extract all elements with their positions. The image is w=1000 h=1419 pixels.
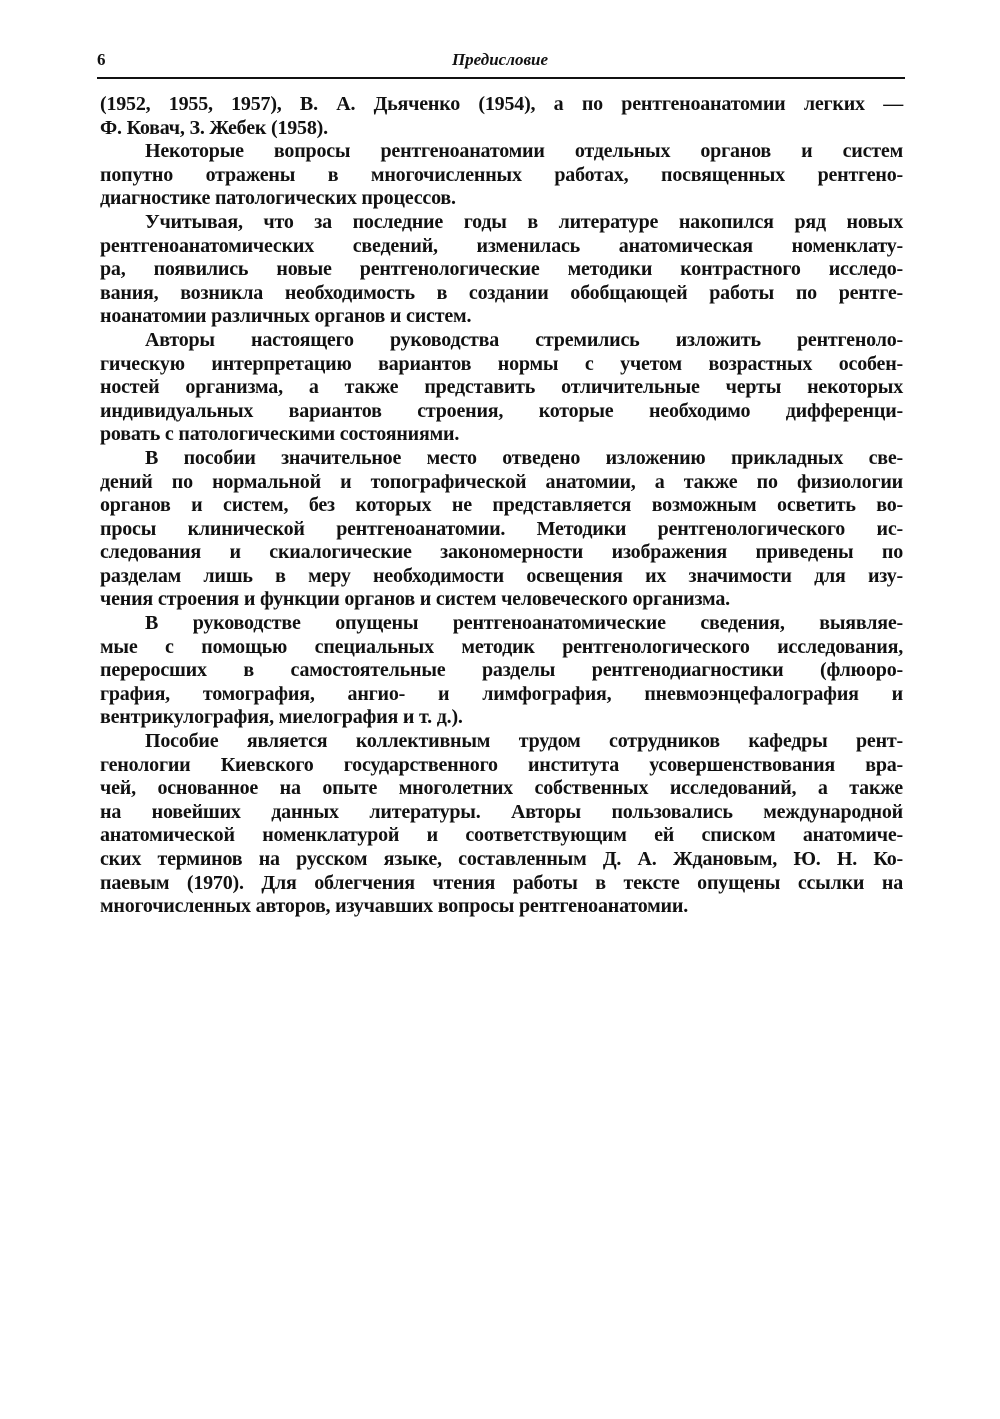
text-line: переросших в самостоятельные разделы рентгенодиагностики (флюоро- [100,659,903,682]
body-text [100,93,903,919]
text-line: Учитывая, что за последние годы в литературе накопился ряд новых [145,210,903,233]
paragraph [100,140,903,211]
text-line: рентгеноанатомических сведений, изменилась анатомическая номенклату- [100,234,903,257]
text-line: чения строения и функции органов и систем человеческого организма. [100,588,730,611]
text-line: следования и скиалогические закономерности изображения приведены по [100,541,903,564]
header-rule [97,77,905,79]
text-line: многочисленных авторов, изучавших вопросы рентгеноанатомии. [100,895,688,918]
paragraph [100,93,903,140]
text-line: на новейших данных литературы. Авторы пользовались международной [100,800,903,823]
text-line: разделам лишь в меру необходимости освещения их значимости для изу- [100,564,903,587]
text-line: графия, томография, ангио- и лимфография, пневмоэнцефалография и [100,682,903,705]
text-line: просы клинической рентгеноанатомии. Методики рентгенологического ис- [100,517,903,540]
text-line: вентрикулография, миелография и т. д.). [100,706,463,729]
text-line: попутно отражены в многочисленных работах, посвященных рентгено- [100,163,903,186]
text-line: диагностике патологических процессов. [100,187,456,210]
running-title: Предисловие [451,50,549,69]
paragraph [100,730,903,919]
paragraph [100,211,903,329]
text-line: В руководстве опущены рентгеноанатомические сведения, выявляе- [145,612,903,635]
text-line: Пособие является коллективным трудом сотрудников кафедры рент- [145,730,903,753]
text-line: анатомической номенклатурой и соответствующим ей списком анатомиче- [100,824,903,847]
text-line: В пособии значительное место отведено изложению прикладных све- [145,446,903,469]
text-line: Некоторые вопросы рентгеноанатомии отдельных органов и систем [145,140,903,163]
text-line: гическую интерпретацию вариантов нормы с учетом возрастных особен- [100,352,903,375]
text-line: Авторы настоящего руководства стремились изложить рентгеноло- [145,328,903,351]
text-line: вания, возникла необходимость в создании обобщающей работы по рентге- [100,281,903,304]
text-line: ских терминов на русском языке, составленным Д. А. Ждановым, Ю. Н. Ко- [100,848,903,870]
text-line: органов и систем, без которых не представляется возможным осветить во- [100,494,903,517]
text-line: ностей организма, а также представить отличительные черты некоторых [100,376,903,399]
text-line: мые с помощью специальных методик рентгенологического исследования, [100,635,903,658]
paragraph [100,612,903,730]
text-line: чей, основанное на опыте многолетних собственных исследований, а также [100,777,903,800]
text-line: Ф. Ковач, З. Жебек (1958). [100,116,328,139]
text-line: (1952, 1955, 1957), В. А. Дьяченко (1954), а по рентгеноанатомии легких — [100,93,903,115]
text-line: дений по нормальной и топографической анатомии, а также по физиологии [100,470,903,493]
paragraph [100,447,903,612]
text-line: ровать с патологическими состояниями. [100,423,460,446]
text-line: генологии Киевского государственного института усовершенствования вра- [100,753,903,776]
paragraph [100,329,903,447]
text-line: ноанатомии различных органов и систем. [100,305,472,328]
text-line: индивидуальных вариантов строения, которые необходимо дифференци- [100,399,903,422]
text-line: ра, появились новые рентгенологические методики контрастного исследо- [100,258,903,281]
text-line: паевым (1970). Для облегчения чтения работы в тексте опущены ссылки на [100,871,903,894]
page-number: 6 [97,50,106,69]
